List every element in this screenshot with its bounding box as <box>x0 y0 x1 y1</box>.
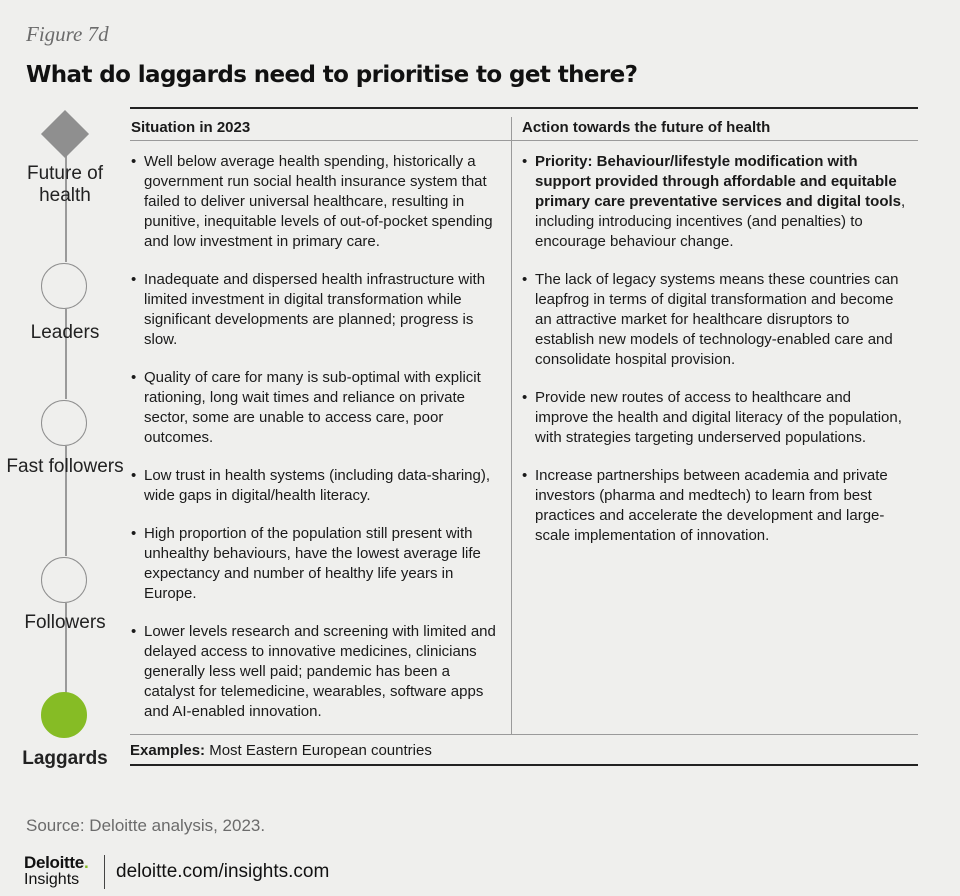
filled-circle-icon <box>41 692 87 738</box>
action-list <box>522 152 907 564</box>
column-divider <box>511 117 512 734</box>
stage-leaders: Leaders <box>30 322 100 343</box>
action-priority-text: , including introducing incentives (and penalties) to encourage behaviour change. <box>535 193 906 250</box>
table-bottom-rule <box>130 764 918 766</box>
examples-text: Most Eastern European countries <box>205 742 432 759</box>
situation-item: • Quality of care for many is sub-optimal with explicit rationing, long wait times and reliance on private sector, some are unable to access care, poor outcomes. <box>131 368 501 448</box>
logo-sub: Insights <box>24 871 80 888</box>
logo-dot: . <box>83 853 89 872</box>
stage-followers: Followers <box>24 612 106 633</box>
footer-url: deloitte.com/insights.com <box>116 861 330 882</box>
examples-label: Examples: <box>130 742 206 759</box>
situation-item: • High proportion of the population still present with unhealthy behaviours, have the lowest average life expectancy and number of healthy life years in Europe. <box>131 524 501 604</box>
page-title: What do laggards need to prioritise to get there? <box>26 62 638 88</box>
examples-row <box>130 742 432 759</box>
circle-icon <box>41 400 87 446</box>
situation-item: • Low trust in health systems (including data-sharing), wide gaps in digital/health literacy. <box>131 466 501 506</box>
logo-brand: Deloitte <box>24 853 84 872</box>
action-item: • The lack of legacy systems means these countries can leapfrog in terms of digital transformation and become an attractive market for healthcare disruptors to establish new models of technology-enabled care and consolidate hospital provision. <box>522 270 907 370</box>
deloitte-logo <box>24 855 89 888</box>
action-item-priority <box>522 152 907 252</box>
footer-divider <box>104 855 105 889</box>
situation-list <box>131 152 501 740</box>
stage-future-of-health: Future of health <box>26 163 104 206</box>
situation-item: • Lower levels research and screening with limited and delayed access to innovative medicines, clinicians generally less well paid; pandemic has been a catalyst for telemedicine, wearables, software apps and AI-enabled innovation. <box>131 622 501 722</box>
table-top-rule <box>130 107 918 109</box>
column-header-action: Action towards the future of health <box>522 119 771 136</box>
diamond-icon <box>41 110 89 158</box>
situation-item: • Well below average health spending, historically a government run social health insurance system that failed to deliver universal healthcare, resulting in punitive, inequitable levels of out-of-pocket spending and low investment in primary care. <box>131 152 501 252</box>
column-header-situation: Situation in 2023 <box>131 119 251 136</box>
header-divider <box>130 140 918 141</box>
circle-icon <box>41 263 87 309</box>
figure-label: Figure 7d <box>26 22 109 46</box>
stage-laggards: Laggards <box>22 748 108 769</box>
action-item: • Provide new routes of access to healthcare and improve the health and digital literacy of the population, with strategies targeting underserved populations. <box>522 388 907 448</box>
circle-icon <box>41 557 87 603</box>
situation-item: • Inadequate and dispersed health infrastructure with limited investment in digital transformation while significant developments are planned; progress is slow. <box>131 270 501 350</box>
action-priority-bold: Priority: Behaviour/lifestyle modification with support provided through affordable and equitable primary care preventative services and digital tools <box>535 153 901 210</box>
stage-fast-followers: Fast followers <box>6 456 124 477</box>
action-item: • Increase partnerships between academia and private investors (pharma and medtech) to learn from best practices and accelerate the development and large-scale implementation of innovation. <box>522 466 907 546</box>
source-note: Source: Deloitte analysis, 2023. <box>26 816 266 835</box>
